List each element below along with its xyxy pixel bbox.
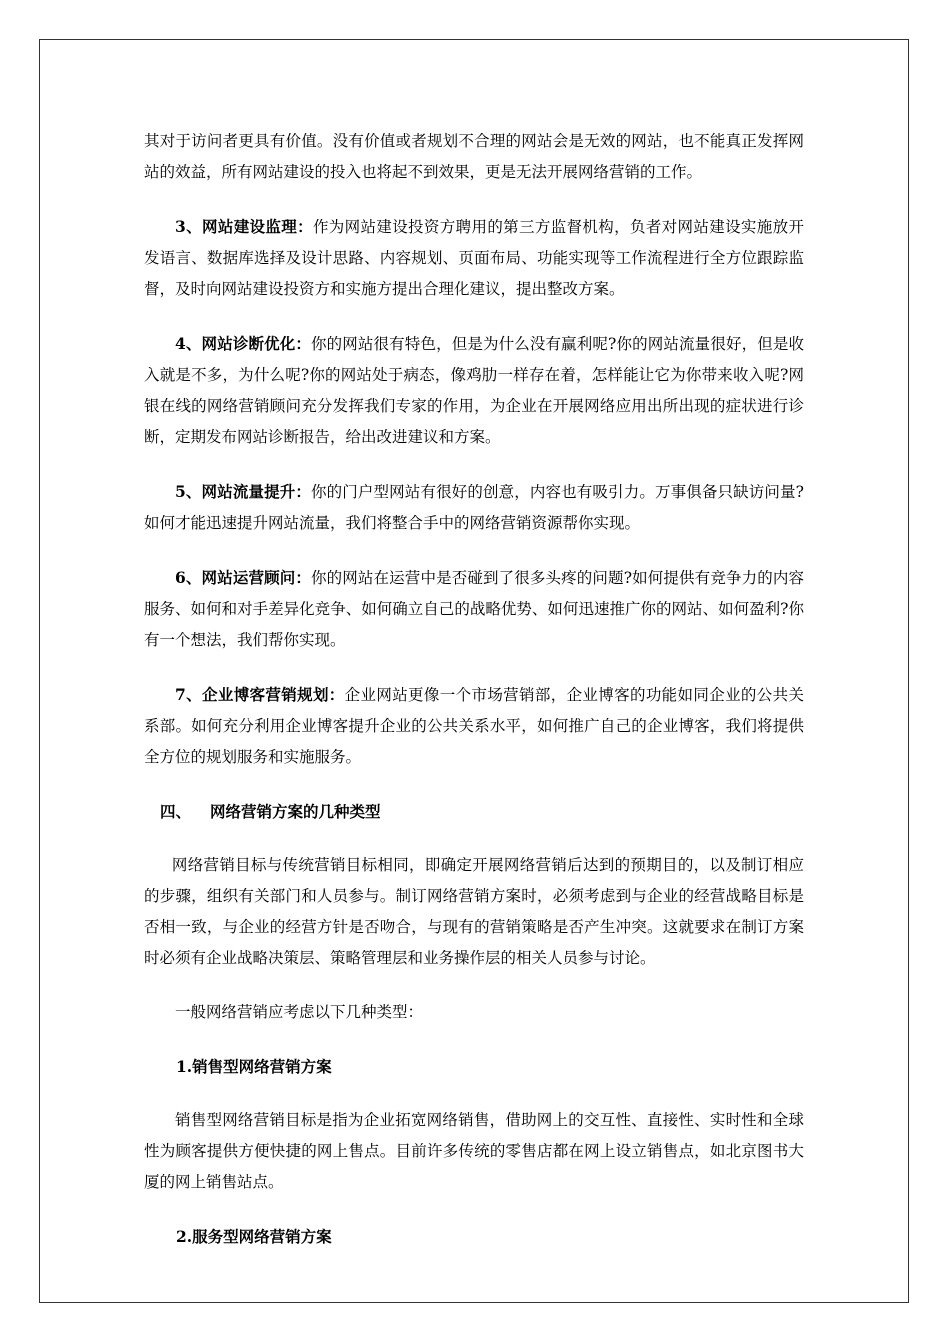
item-diagnosis — [144, 328, 804, 453]
item-text: 你的网站很有特色，但是为什么没有赢利呢?你的网站流量很好，但是收入就是不多，为什么呢?你的网站处于病态，像鸡肋一样存在着，怎样能让它为你带来收入呢?网银在线的网络营销顾问充分发挥我们专家的作用，为企业在开展网络应用出所出现的症状进行诊断，定期发布网站诊断报告，给出改进建议和方案。 — [144, 335, 804, 446]
item-supervision — [144, 211, 804, 305]
section-title: 网络营销方案的几种类型 — [210, 802, 381, 821]
item-operations — [144, 562, 804, 656]
item-text: 你的门户型网站有很好的创意，内容也有吸引力。万事俱备只缺访问量?如何才能迅速提升网站流量，我们将整合手中的网络营销资源帮你实现。 — [144, 483, 804, 532]
paragraph-sales: 销售型网络营销目标是指为企业拓宽网络销售，借助网上的交互性、直接性、实时性和全球性为顾客提供方便快捷的网上售点。目前许多传统的零售店都在网上设立销售点，如北京图书大厦的网上销售站点。 — [144, 1111, 804, 1191]
item-traffic — [144, 476, 804, 539]
item-title: 4、网站诊断优化： — [175, 334, 311, 353]
item-text: 你的网站在运营中是否碰到了很多头疼的问题?如何提供有竞争力的内容服务、如何和对手差异化竞争、如何确立自己的战略优势、如何迅速推广你的网站、如何盈利?你有一个想法，我们帮你实现。 — [144, 569, 804, 649]
item-title: 7、企业博客营销规划： — [175, 685, 345, 704]
item-text: 企业网站更像一个市场营销部，企业博客的功能如同企业的公共关系部。如何充分利用企业博客提升企业的公共关系水平，如何推广自己的企业博客，我们将提供全方位的规划服务和实施服务。 — [144, 686, 804, 766]
item-title: 6、网站运营顾问： — [175, 568, 311, 587]
subheading-sales: 1.销售型网络营销方案 — [176, 1057, 332, 1076]
item-text: 作为网站建设投资方聘用的第三方监督机构，负者对网站建设实施放开发语言、数据库选择及设计思路、内容规划、页面布局、功能实现等工作流程进行全方位跟踪监督，及时向网站建设投资方和实施方提出合理化建议，提出整改方案。 — [144, 218, 804, 298]
document-body — [144, 126, 804, 1252]
item-title: 3、网站建设监理： — [175, 217, 313, 236]
subheading-service: 2.服务型网络营销方案 — [176, 1227, 332, 1246]
paragraph-types: 一般网络营销应考虑以下几种类型： — [175, 1003, 424, 1021]
section-heading — [144, 796, 804, 827]
item-blog — [144, 679, 804, 773]
paragraph-website-value: 其对于访问者更具有价值。没有价值或者规划不合理的网站会是无效的网站，也不能真正发挥网站的效益，所有网站建设的投入也将起不到效果，更是无法开展网络营销的工作。 — [144, 132, 804, 181]
item-title: 5、网站流量提升： — [175, 482, 311, 501]
paragraph-goal: 网络营销目标与传统营销目标相同，即确定开展网络营销后达到的预期目的，以及制订相应的步骤，组织有关部门和人员参与。制订网络营销方案时，必须考虑到与企业的经营战略目标是否相一致，与企业的经营方针是否吻合，与现有的营销策略是否产生冲突。这就要求在制订方案时必须有企业战略决策层、策略管理层和业务操作层的相关人员参与讨论。 — [144, 856, 804, 967]
section-number: 四、 — [160, 802, 192, 821]
